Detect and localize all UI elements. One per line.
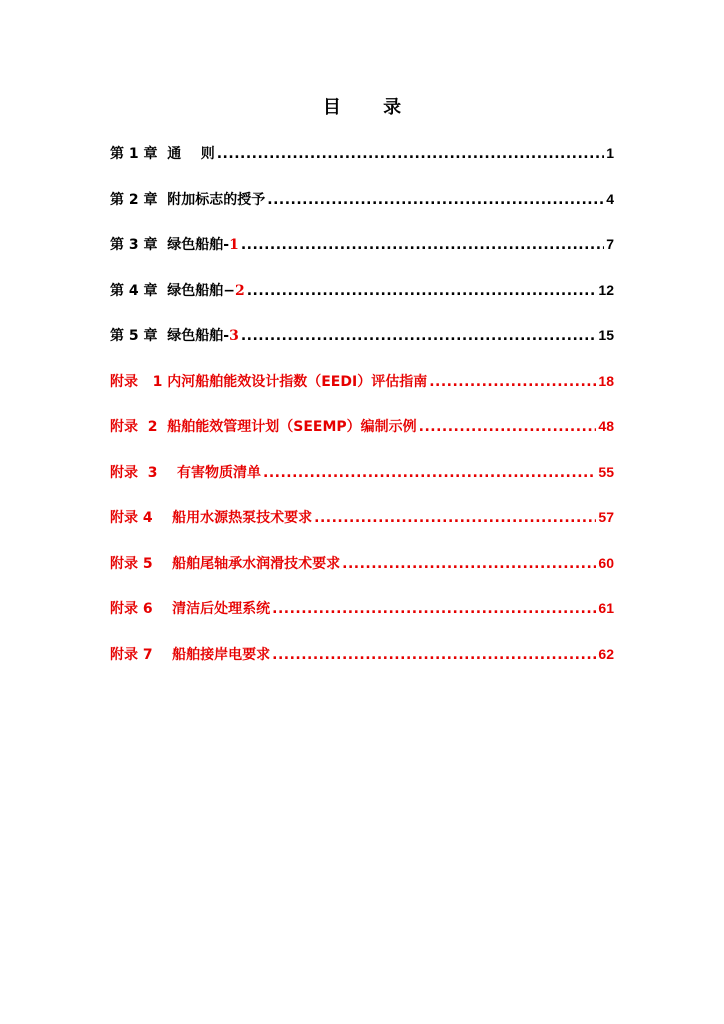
toc-entry-label: 附录 5 船舶尾轴承水润滑技术要求 <box>110 555 341 572</box>
toc-page-number: 15 <box>598 327 614 343</box>
toc-entry-appendix[interactable] <box>110 598 614 644</box>
toc-leader-dots <box>429 372 596 392</box>
toc-entry-label: 第 5 章 绿色船舶-3 <box>110 328 239 344</box>
toc-leader-dots <box>419 417 597 437</box>
toc-page-number: 18 <box>598 372 614 389</box>
toc-leader-dots <box>342 554 596 574</box>
toc-entry-label: 附录 1 内河船舶能效设计指数（EEDI）评估指南 <box>110 373 428 390</box>
toc-entry[interactable] <box>110 189 614 235</box>
toc-entry-label: 附录 3 有害物质清单 <box>110 464 261 481</box>
toc-entry-label: 附录 4 船用水源热泵技术要求 <box>110 510 313 526</box>
toc-leader-dots <box>314 508 596 528</box>
toc-leader-dots <box>272 599 596 619</box>
toc-entry-appendix[interactable] <box>110 462 614 508</box>
toc-leader-dots <box>267 190 604 210</box>
toc-entry-label: 第 1 章 通 则 <box>110 146 215 162</box>
toc-page-number: 7 <box>606 236 614 252</box>
toc-entry-appendix[interactable] <box>110 553 614 599</box>
toc-entry-appendix[interactable] <box>110 416 614 462</box>
toc-page-number: 48 <box>598 418 614 434</box>
toc-page-number: 57 <box>598 509 614 525</box>
toc-entry[interactable] <box>110 280 614 326</box>
toc-leader-dots <box>263 463 596 483</box>
toc-entry[interactable] <box>110 234 614 280</box>
toc-page-number: 61 <box>598 600 614 616</box>
toc-leader-dots <box>217 144 604 164</box>
toc-entry[interactable] <box>110 143 614 189</box>
toc-leader-dots <box>272 645 596 665</box>
toc-leader-dots <box>241 326 597 346</box>
toc-page-number: 4 <box>606 190 614 207</box>
toc-entry-appendix[interactable] <box>110 644 614 690</box>
toc-entry-label: 第 4 章 绿色船舶−2 <box>110 282 245 299</box>
toc-entry-appendix[interactable] <box>110 507 614 553</box>
toc-entry-label: 附录 7 船舶接岸电要求 <box>110 646 271 663</box>
toc-page-number: 12 <box>598 281 614 298</box>
toc-leader-dots <box>241 235 604 255</box>
toc-title: 目 录 <box>322 97 420 118</box>
toc-page-number: 62 <box>598 645 614 662</box>
toc-entry-label: 第 3 章 绿色船舶-1 <box>110 237 239 253</box>
toc-page-number: 1 <box>606 145 614 161</box>
toc-entry-label: 第 2 章 附加标志的授予 <box>110 191 266 208</box>
toc-entry-label: 附录 2 船舶能效管理计划（SEEMP）编制示例 <box>110 419 417 435</box>
toc-entry-label: 附录 6 清洁后处理系统 <box>110 601 271 617</box>
toc-leader-dots <box>247 281 597 301</box>
toc-entry-appendix[interactable] <box>110 371 614 417</box>
toc-entry[interactable] <box>110 325 614 371</box>
toc-page-number: 60 <box>598 554 614 571</box>
toc-list <box>110 143 614 689</box>
toc-page-number: 55 <box>598 463 614 480</box>
